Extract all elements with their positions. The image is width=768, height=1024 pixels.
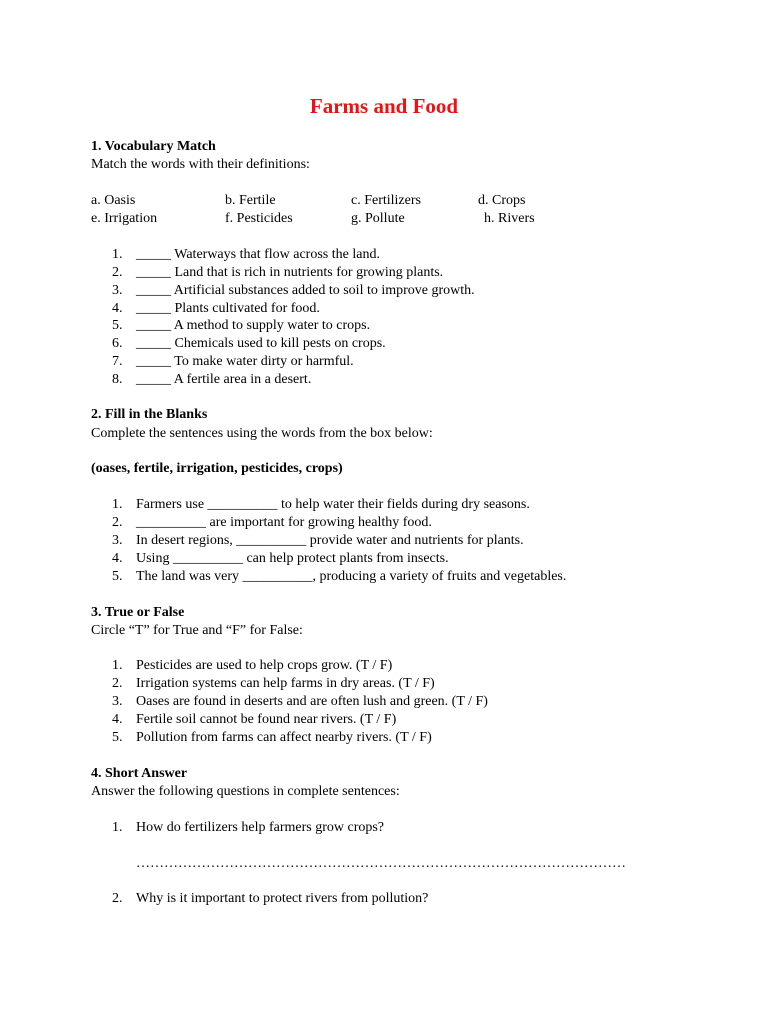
list-item bbox=[112, 246, 380, 264]
section-instruction: Answer the following questions in complete sentences: bbox=[91, 784, 400, 799]
list-item bbox=[112, 568, 566, 586]
word-option: d. Crops bbox=[478, 193, 526, 208]
list-item bbox=[112, 890, 428, 908]
section-heading-fill-blanks: 2. Fill in the Blanks bbox=[91, 407, 208, 422]
item-number: 6. bbox=[112, 336, 123, 351]
section-instruction: Circle “T” for True and “F” for False: bbox=[91, 623, 303, 638]
item-number: 1. bbox=[112, 658, 123, 673]
item-number: 3. bbox=[112, 283, 123, 298]
section-instruction: Complete the sentences using the words from the box below: bbox=[91, 426, 433, 441]
item-text: _____ To make water dirty or harmful. bbox=[136, 354, 354, 369]
item-text: How do fertilizers help farmers grow crops? bbox=[136, 820, 385, 835]
item-text: Farmers use __________ to help water their fields during dry seasons. bbox=[136, 497, 530, 512]
item-number: 1. bbox=[112, 497, 123, 512]
item-text: Oases are found in deserts and are often lush and green. (T / F) bbox=[136, 694, 488, 709]
item-text: Pesticides are used to help crops grow. (T / F) bbox=[136, 658, 393, 673]
item-text: _____ Plants cultivated for food. bbox=[136, 301, 320, 316]
word-option: b. Fertile bbox=[225, 193, 276, 208]
item-text: Fertile soil cannot be found near rivers. (T / F) bbox=[136, 712, 397, 727]
item-text: Irrigation systems can help farms in dry areas. (T / F) bbox=[136, 676, 435, 691]
item-number: 5. bbox=[112, 730, 123, 745]
item-text: The land was very __________, producing a variety of fruits and vegetables. bbox=[136, 569, 567, 584]
item-text: Why is it important to protect rivers from pollution? bbox=[136, 891, 429, 906]
list-item bbox=[112, 729, 432, 747]
list-item bbox=[112, 657, 392, 675]
item-number: 2. bbox=[112, 265, 123, 280]
word-option: f. Pesticides bbox=[225, 211, 293, 226]
section-heading-vocabulary: 1. Vocabulary Match bbox=[91, 139, 216, 154]
word-option: e. Irrigation bbox=[91, 211, 158, 226]
word-option: h. Rivers bbox=[484, 211, 535, 226]
list-item bbox=[112, 335, 386, 353]
item-text: _____ Artificial substances added to soil to improve growth. bbox=[136, 283, 475, 298]
item-number: 2. bbox=[112, 515, 123, 530]
item-text: _____ Land that is rich in nutrients for growing plants. bbox=[136, 265, 444, 280]
item-number: 8. bbox=[112, 372, 123, 387]
item-text: __________ are important for growing healthy food. bbox=[136, 515, 432, 530]
word-option: a. Oasis bbox=[91, 193, 136, 208]
list-item bbox=[112, 496, 530, 514]
item-text: _____ A method to supply water to crops. bbox=[136, 318, 371, 333]
list-item bbox=[112, 711, 396, 729]
word-option: g. Pollute bbox=[351, 211, 405, 226]
list-item bbox=[112, 819, 384, 837]
list-item bbox=[112, 550, 449, 568]
item-number: 3. bbox=[112, 694, 123, 709]
item-number: 4. bbox=[112, 551, 123, 566]
item-text: _____ Chemicals used to kill pests on crops. bbox=[136, 336, 386, 351]
item-number: 3. bbox=[112, 533, 123, 548]
word-option: c. Fertilizers bbox=[351, 193, 421, 208]
item-number: 2. bbox=[112, 891, 123, 906]
list-item bbox=[112, 514, 432, 532]
list-item bbox=[112, 317, 370, 335]
item-text: _____ A fertile area in a desert. bbox=[136, 372, 312, 387]
item-number: 1. bbox=[112, 247, 123, 262]
item-text: _____ Waterways that flow across the land. bbox=[136, 247, 380, 262]
list-item bbox=[112, 282, 475, 300]
list-item bbox=[112, 675, 435, 693]
section-heading-short-answer: 4. Short Answer bbox=[91, 766, 188, 781]
list-item bbox=[112, 300, 320, 318]
item-text: Pollution from farms can affect nearby rivers. (T / F) bbox=[136, 730, 432, 745]
item-number: 2. bbox=[112, 676, 123, 691]
list-item bbox=[112, 353, 354, 371]
list-item bbox=[112, 264, 443, 282]
list-item bbox=[112, 693, 488, 711]
item-text: In desert regions, __________ provide water and nutrients for plants. bbox=[136, 533, 524, 548]
item-number: 4. bbox=[112, 301, 123, 316]
item-number: 5. bbox=[112, 569, 123, 584]
item-number: 1. bbox=[112, 820, 123, 835]
page-title: Farms and Food bbox=[309, 94, 459, 118]
list-item bbox=[112, 371, 311, 389]
section-instruction: Match the words with their definitions: bbox=[91, 157, 310, 172]
item-number: 4. bbox=[112, 712, 123, 727]
list-item bbox=[112, 532, 524, 550]
item-number: 5. bbox=[112, 318, 123, 333]
item-number: 7. bbox=[112, 354, 123, 369]
answer-line: …………………………………………………………………………………………… bbox=[136, 856, 626, 871]
word-box: (oases, fertile, irrigation, pesticides, crops) bbox=[91, 461, 343, 476]
item-text: Using __________ can help protect plants from insects. bbox=[136, 551, 449, 566]
section-heading-true-false: 3. True or False bbox=[91, 605, 185, 620]
